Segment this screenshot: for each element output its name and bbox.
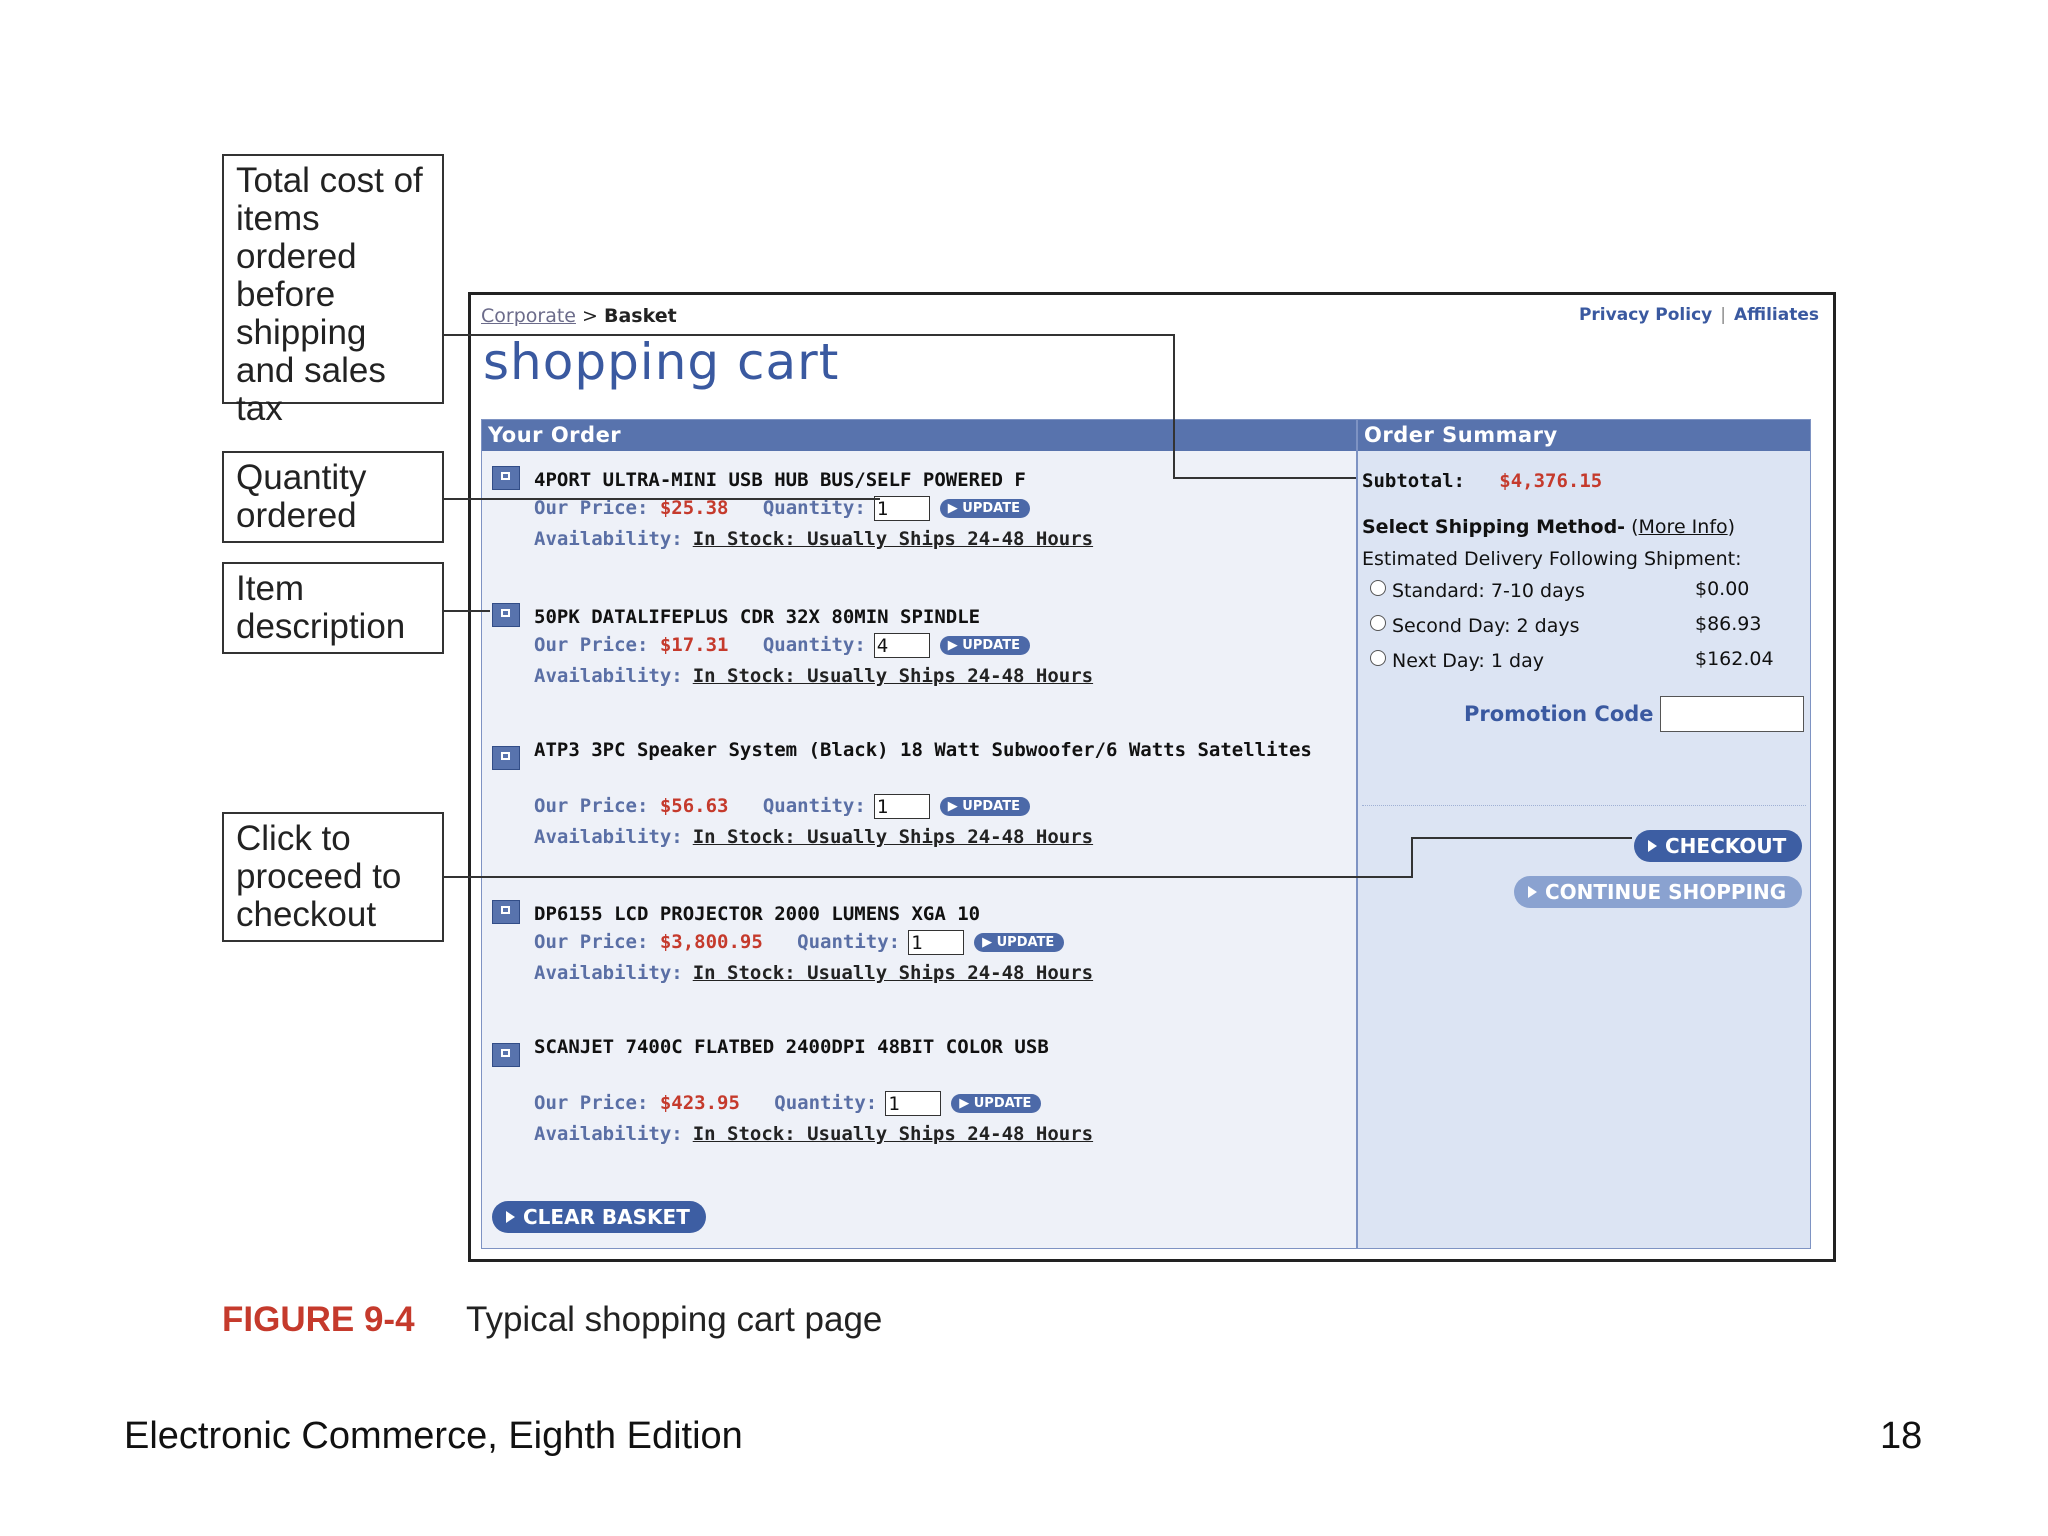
page-title: shopping cart bbox=[483, 333, 840, 391]
breadcrumb bbox=[481, 305, 677, 327]
page-number: 18 bbox=[1880, 1415, 1923, 1457]
top-links bbox=[1579, 305, 1819, 325]
callout-quantity: Quantity ordered bbox=[222, 451, 444, 543]
availability-link[interactable]: In Stock: Usually Ships 24-48 Hours bbox=[692, 528, 1094, 550]
availability-label: Availability: bbox=[534, 528, 683, 550]
shipping-option-label: Second Day: 2 days bbox=[1392, 615, 1580, 637]
item-price-row bbox=[534, 930, 1064, 955]
breadcrumb-corporate-link[interactable]: Corporate bbox=[481, 305, 576, 327]
shipping-option-label: Next Day: 1 day bbox=[1392, 650, 1544, 672]
checkout-button[interactable] bbox=[1634, 830, 1802, 862]
quantity-label: Quantity: bbox=[797, 931, 901, 953]
your-order-panel bbox=[481, 419, 1357, 1249]
more-info-open-paren: ( bbox=[1631, 516, 1639, 538]
promotion-code-input[interactable] bbox=[1660, 696, 1804, 732]
delivery-note: Estimated Delivery Following Shipment: bbox=[1362, 548, 1742, 570]
availability-link[interactable]: In Stock: Usually Ships 24-48 Hours bbox=[692, 1123, 1094, 1145]
update-button[interactable] bbox=[951, 1094, 1041, 1113]
shipping-method-row bbox=[1362, 516, 1735, 538]
quantity-label: Quantity: bbox=[762, 497, 866, 519]
clear-basket-button[interactable] bbox=[492, 1201, 706, 1233]
play-icon bbox=[506, 1211, 515, 1223]
footer-title: Electronic Commerce, Eighth Edition bbox=[124, 1415, 743, 1457]
price-label: Our Price: bbox=[534, 634, 649, 656]
divider bbox=[1362, 805, 1806, 806]
item-price: $25.38 bbox=[659, 497, 729, 519]
shipping-option[interactable] bbox=[1370, 650, 1544, 672]
update-button[interactable] bbox=[940, 636, 1030, 655]
item-name: ATP3 3PC Speaker System (Black) 18 Watt Subwoofer/6 Watts Satellites bbox=[534, 739, 1312, 761]
quantity-label: Quantity: bbox=[762, 795, 866, 817]
price-label: Our Price: bbox=[534, 931, 649, 953]
callout-checkout: Click to proceed to checkout bbox=[222, 812, 444, 942]
availability-label: Availability: bbox=[534, 962, 683, 984]
item-availability-row bbox=[534, 1123, 1093, 1145]
play-icon: ▶ bbox=[947, 799, 963, 814]
promotion-code-label: Promotion Code bbox=[1464, 702, 1654, 726]
figure-label: FIGURE 9-4 bbox=[222, 1300, 415, 1339]
clear-basket-label: CLEAR BASKET bbox=[523, 1205, 690, 1229]
privacy-policy-link[interactable]: Privacy Policy bbox=[1578, 305, 1713, 325]
play-icon bbox=[1528, 886, 1537, 898]
availability-link[interactable]: In Stock: Usually Ships 24-48 Hours bbox=[692, 962, 1094, 984]
radio-button[interactable] bbox=[1370, 650, 1386, 666]
item-remove-icon[interactable] bbox=[492, 746, 520, 770]
shipping-option-label: Standard: 7-10 days bbox=[1392, 580, 1585, 602]
play-icon: ▶ bbox=[947, 501, 963, 516]
play-icon: ▶ bbox=[982, 935, 997, 950]
figure-caption: Typical shopping cart page bbox=[466, 1300, 883, 1339]
radio-button[interactable] bbox=[1370, 615, 1386, 631]
update-button[interactable] bbox=[940, 797, 1030, 816]
quantity-input[interactable]: 4 bbox=[874, 633, 930, 658]
callout-item-description: Item description bbox=[222, 562, 444, 654]
update-label: UPDATE bbox=[962, 799, 1020, 814]
subtotal-row bbox=[1362, 470, 1602, 492]
quantity-input[interactable]: 1 bbox=[874, 794, 930, 819]
update-button[interactable] bbox=[974, 933, 1064, 952]
item-remove-icon[interactable] bbox=[492, 466, 520, 490]
subtotal-label: Subtotal: bbox=[1362, 470, 1465, 492]
availability-link[interactable]: In Stock: Usually Ships 24-48 Hours bbox=[692, 665, 1094, 687]
quantity-label: Quantity: bbox=[762, 634, 866, 656]
item-remove-icon[interactable] bbox=[492, 1043, 520, 1067]
update-label: UPDATE bbox=[996, 935, 1055, 950]
item-price: $17.31 bbox=[659, 634, 729, 656]
shipping-option[interactable] bbox=[1370, 580, 1585, 602]
item-price: $423.95 bbox=[659, 1092, 740, 1114]
item-availability-row bbox=[534, 826, 1093, 848]
quantity-label: Quantity: bbox=[774, 1092, 878, 1114]
play-icon: ▶ bbox=[959, 1096, 974, 1111]
quantity-input[interactable]: 1 bbox=[874, 496, 930, 521]
availability-label: Availability: bbox=[534, 665, 683, 687]
availability-label: Availability: bbox=[534, 826, 683, 848]
availability-label: Availability: bbox=[534, 1123, 683, 1145]
breadcrumb-current: Basket bbox=[604, 305, 677, 327]
item-name: 4PORT ULTRA-MINI USB HUB BUS/SELF POWERED F bbox=[534, 469, 1026, 491]
affiliates-link[interactable]: Affiliates bbox=[1733, 305, 1819, 325]
more-info-close-paren: ) bbox=[1727, 516, 1736, 538]
shopping-cart-screenshot bbox=[468, 292, 1836, 1262]
your-order-header: Your Order bbox=[482, 420, 1356, 451]
item-price-row bbox=[534, 633, 1030, 658]
more-info-link[interactable]: More Info bbox=[1638, 516, 1728, 538]
update-label: UPDATE bbox=[962, 638, 1020, 653]
shipping-option-price: $0.00 bbox=[1695, 578, 1750, 600]
link-divider: | bbox=[1720, 305, 1726, 325]
item-price: $3,800.95 bbox=[659, 931, 763, 953]
item-remove-icon[interactable] bbox=[492, 900, 520, 924]
item-availability-row bbox=[534, 665, 1093, 687]
continue-shopping-button[interactable] bbox=[1514, 876, 1802, 908]
shipping-option-price: $162.04 bbox=[1695, 648, 1774, 670]
price-label: Our Price: bbox=[534, 1092, 649, 1114]
item-price-row bbox=[534, 496, 1030, 521]
shipping-option[interactable] bbox=[1370, 615, 1580, 637]
price-label: Our Price: bbox=[534, 497, 649, 519]
item-price-row bbox=[534, 1091, 1041, 1116]
update-label: UPDATE bbox=[973, 1096, 1032, 1111]
update-label: UPDATE bbox=[962, 501, 1020, 516]
item-name: 50PK DATALIFEPLUS CDR 32X 80MIN SPINDLE bbox=[534, 606, 981, 628]
item-name: SCANJET 7400C FLATBED 2400DPI 48BIT COLOR USB bbox=[534, 1036, 1049, 1058]
callout-total-cost: Total cost of items ordered before shipping and sales tax bbox=[222, 154, 444, 404]
breadcrumb-separator: > bbox=[582, 305, 598, 327]
quantity-input[interactable]: 1 bbox=[885, 1091, 941, 1116]
radio-button[interactable] bbox=[1370, 580, 1386, 596]
play-icon: ▶ bbox=[947, 638, 963, 653]
item-name: DP6155 LCD PROJECTOR 2000 LUMENS XGA 10 bbox=[534, 903, 981, 925]
subtotal-value: $4,376.15 bbox=[1499, 470, 1603, 492]
play-icon bbox=[1648, 840, 1657, 852]
order-summary-header: Order Summary bbox=[1358, 420, 1810, 451]
item-availability-row bbox=[534, 962, 1093, 984]
quantity-input[interactable]: 1 bbox=[908, 930, 964, 955]
item-remove-icon[interactable] bbox=[492, 603, 520, 627]
availability-link[interactable]: In Stock: Usually Ships 24-48 Hours bbox=[692, 826, 1094, 848]
shipping-option-price: $86.93 bbox=[1695, 613, 1762, 635]
continue-shopping-label: CONTINUE SHOPPING bbox=[1545, 880, 1787, 904]
price-label: Our Price: bbox=[534, 795, 649, 817]
checkout-label: CHECKOUT bbox=[1665, 834, 1787, 858]
item-price-row bbox=[534, 794, 1030, 819]
update-button[interactable] bbox=[940, 499, 1030, 518]
shipping-method-label: Select Shipping Method- bbox=[1362, 516, 1626, 538]
order-summary-panel bbox=[1357, 419, 1811, 1249]
item-availability-row bbox=[534, 528, 1093, 550]
item-price: $56.63 bbox=[659, 795, 729, 817]
